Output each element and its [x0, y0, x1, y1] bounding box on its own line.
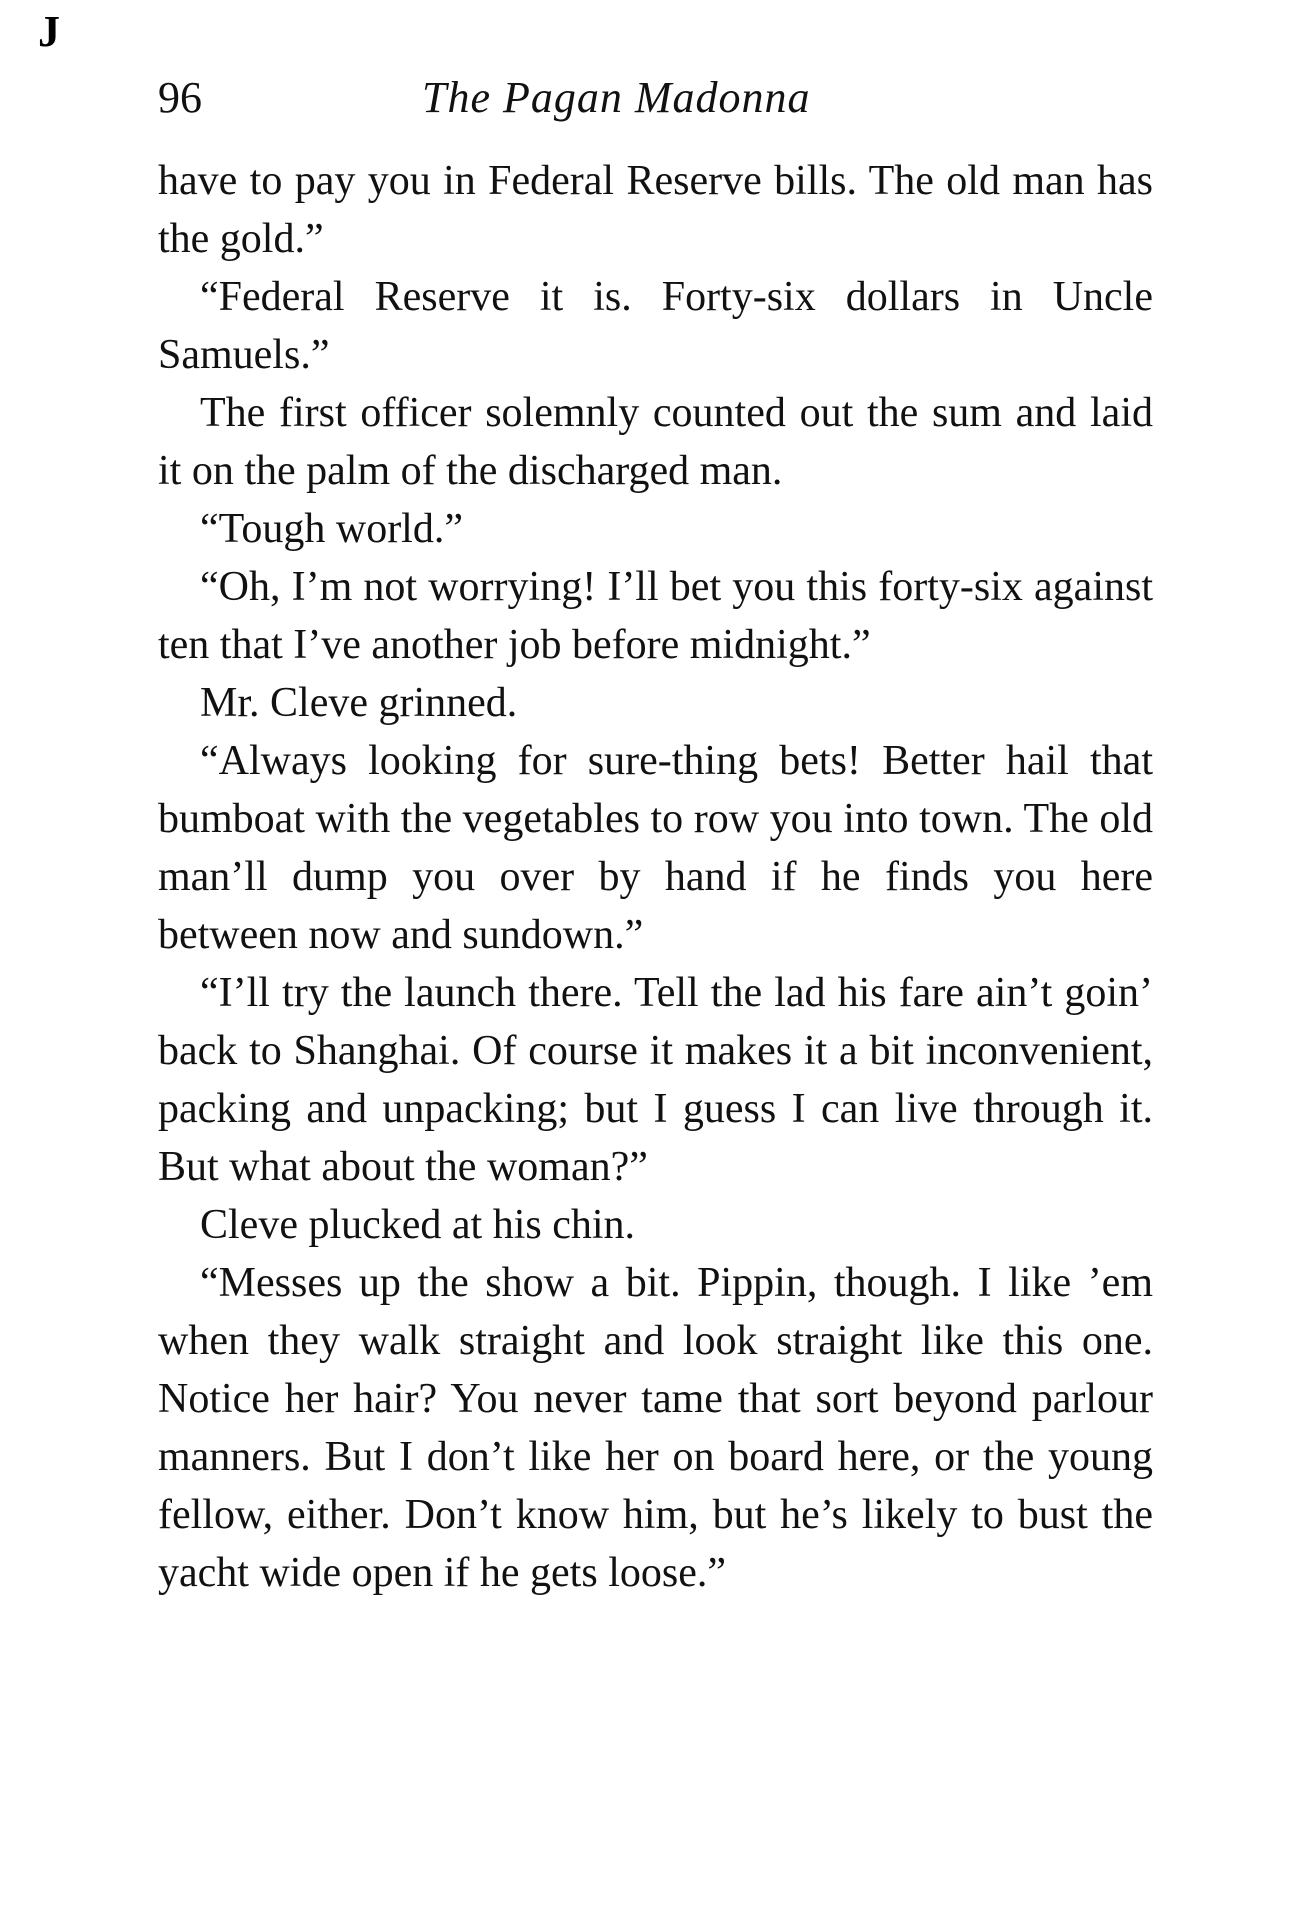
running-title: The Pagan Madonna — [422, 73, 811, 122]
paragraph: “Oh, I’m not worrying! I’ll bet you this forty-six against ten that I’ve another job before midnight.” — [158, 564, 1153, 668]
paragraph: The first officer solemnly counted out the sum and laid it on the palm of the discharged man. — [158, 390, 1153, 494]
paragraph: Mr. Cleve grinned. — [200, 680, 518, 726]
paragraph: Cleve plucked at his chin. — [200, 1202, 636, 1248]
paragraph: “I’ll try the launch there. Tell the lad his fare ain’t goin’ back to Shanghai. Of course it makes it a bit inconvenient, packing and unpacking; but I guess I can live through it. But what about the woman?” — [158, 970, 1153, 1190]
corner-ink-mark: J — [38, 7, 60, 56]
page-number: 96 — [158, 73, 202, 122]
paragraph: have to pay you in Federal Reserve bills. The old man has the gold.” — [158, 158, 1153, 262]
body-text — [158, 152, 1153, 1602]
paragraph: “Messes up the show a bit. Pippin, though. I like ’em when they walk straight and look straight like this one. Notice her hair? You never tame that sort beyond parlour manners. But I don’t like her on board here, or the young fellow, either. Don’t know him, but he’s likely to bust the yacht wide open if he gets loose.” — [158, 1260, 1153, 1596]
paragraph: “Federal Reserve it is. Forty-six dollars in Uncle Samuels.” — [158, 274, 1153, 378]
paragraph: “Always looking for sure-thing bets! Better hail that bumboat with the vegetables to row you into town. The old man’ll dump you over by hand if he finds you here between now and sundown.” — [158, 738, 1153, 958]
paragraph: “Tough world.” — [200, 506, 463, 552]
page-header — [158, 72, 1158, 132]
